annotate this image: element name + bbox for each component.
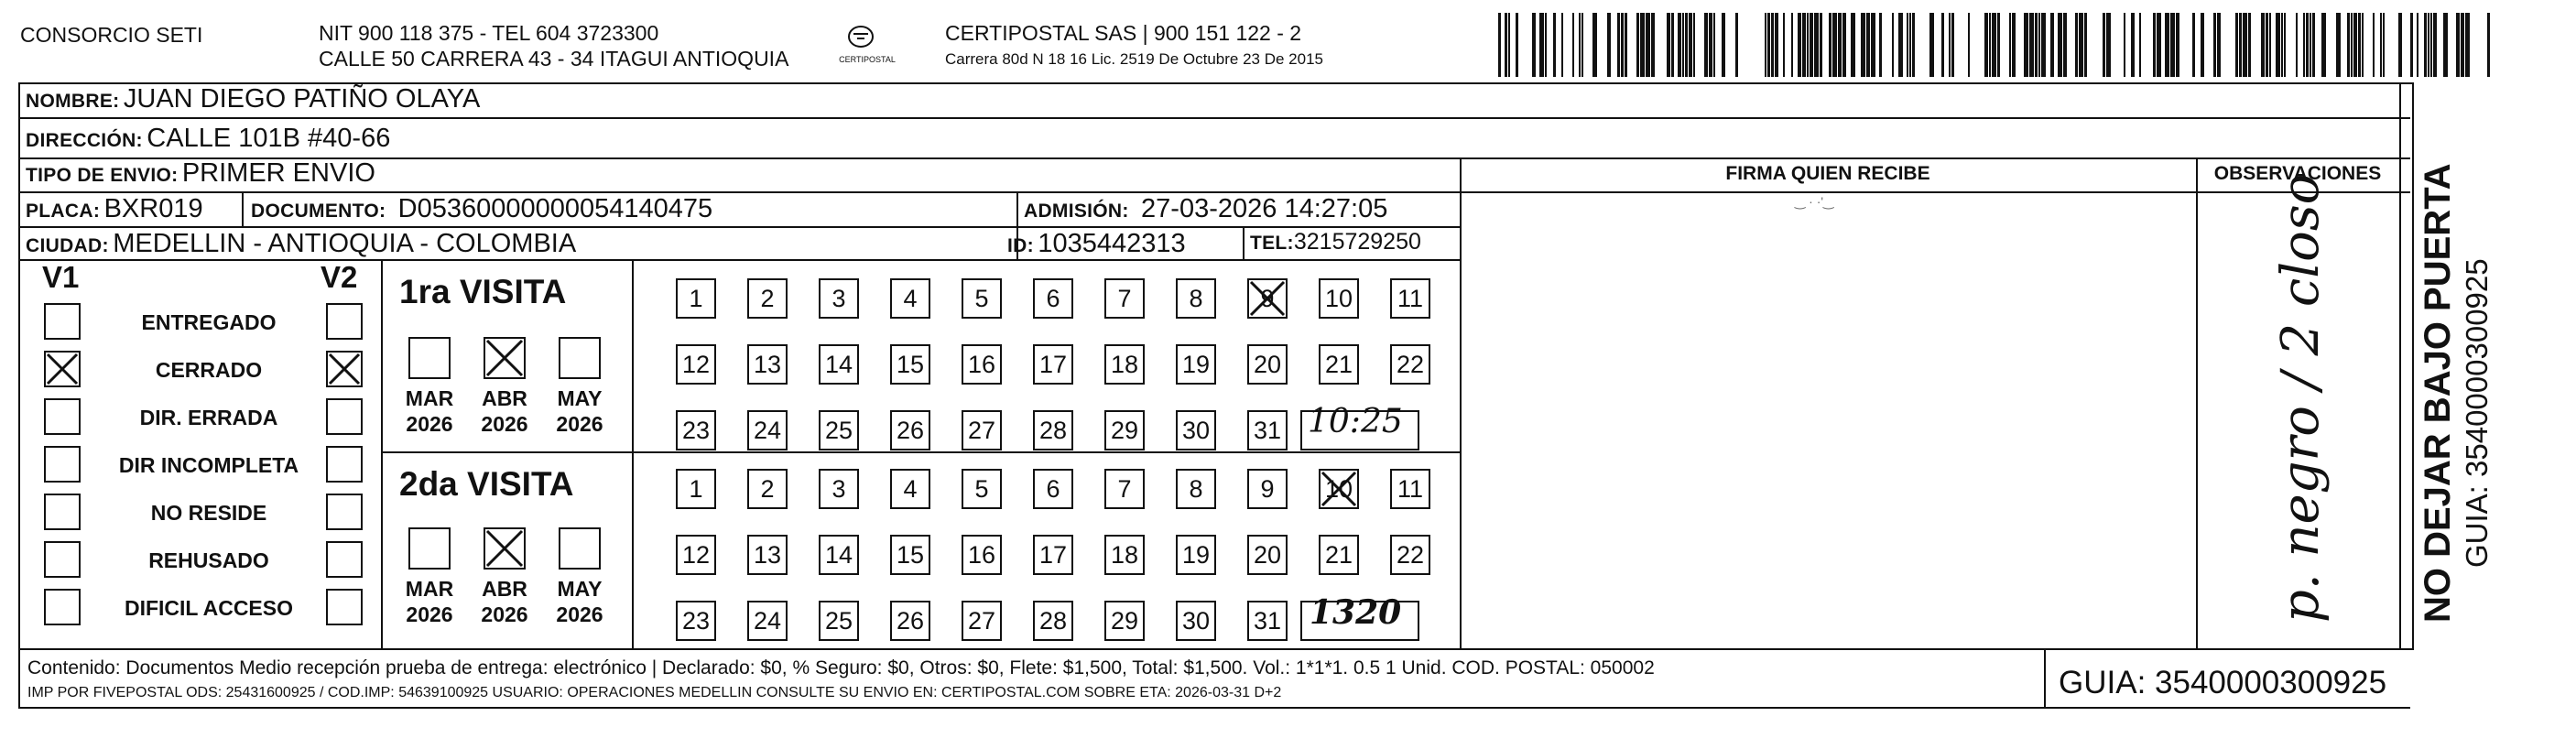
second-day-box[interactable]: 4: [890, 469, 930, 509]
handwritten-note: p. negro / 2 closo: [2271, 173, 2331, 623]
second-day-box[interactable]: 26: [890, 601, 930, 641]
first-month-box-may[interactable]: [559, 337, 601, 379]
second-year-label: 2026: [406, 602, 453, 626]
second-day-box[interactable]: 29: [1104, 601, 1145, 641]
second-day-box[interactable]: 18: [1104, 535, 1145, 575]
first-day-box[interactable]: 13: [747, 344, 788, 385]
ciudad-label: CIUDAD:: [26, 235, 109, 256]
side-guia-text: GUIA: 3540000300925: [2460, 258, 2494, 568]
first-day-box[interactable]: 20: [1247, 344, 1288, 385]
first-day-box[interactable]: 1: [676, 278, 716, 319]
first-day-box[interactable]: 18: [1104, 344, 1145, 385]
direccion-field: [26, 124, 390, 154]
second-day-box[interactable]: 5: [962, 469, 1002, 509]
barcode: [1498, 13, 2496, 77]
certipostal-logo: [835, 20, 908, 75]
first-day-box[interactable]: 25: [819, 410, 859, 450]
first-day-box[interactable]: 19: [1176, 344, 1216, 385]
v1-checkbox-5[interactable]: [44, 541, 81, 578]
first-day-box[interactable]: 10: [1319, 278, 1359, 319]
second-day-box[interactable]: 2: [747, 469, 788, 509]
placa-field: [26, 194, 203, 224]
id-label: ID:: [1007, 235, 1034, 256]
first-day-box[interactable]: 30: [1176, 410, 1216, 450]
v2-checkbox-5[interactable]: [326, 541, 363, 578]
direccion-value: CALLE 101B #40-66: [147, 124, 391, 153]
first-day-box[interactable]: 2: [747, 278, 788, 319]
second-day-box[interactable]: 25: [819, 601, 859, 641]
nit-line: NIT 900 118 375 - TEL 604 3723300: [319, 21, 659, 45]
second-day-box[interactable]: 8: [1176, 469, 1216, 509]
first-month-box-abr[interactable]: [484, 337, 526, 379]
first-day-box[interactable]: 22: [1390, 344, 1430, 385]
v1-checkbox-6[interactable]: [44, 589, 81, 625]
company-name: CONSORCIO SETI: [20, 23, 203, 47]
second-year-label: 2026: [556, 602, 603, 626]
admision-label: ADMISIÓN:: [1024, 201, 1129, 222]
id-field: [1007, 229, 1186, 259]
status-item-label: NO RESIDE: [150, 501, 267, 525]
second-day-box[interactable]: 16: [962, 535, 1002, 575]
first-day-box[interactable]: 23: [676, 410, 716, 450]
v1-checkbox-3[interactable]: [44, 446, 81, 483]
second-day-box[interactable]: 1: [676, 469, 716, 509]
second-day-box[interactable]: 28: [1033, 601, 1073, 641]
first-day-box[interactable]: 6: [1033, 278, 1073, 319]
tipo-envio-value: PRIMER ENVIO: [181, 158, 375, 188]
v1-label: V1: [42, 260, 80, 294]
tel-label: TEL:: [1250, 233, 1294, 254]
certipostal-line: CERTIPOSTAL SAS | 900 151 122 - 2: [945, 21, 1302, 45]
signature-scribble: ‿ · ·'‿: [1795, 194, 1834, 209]
status-item-label: CERRADO: [155, 358, 263, 382]
v2-label: V2: [321, 260, 358, 294]
first-day-box[interactable]: 7: [1104, 278, 1145, 319]
first-day-box[interactable]: 17: [1033, 344, 1073, 385]
first-day-box[interactable]: 3: [819, 278, 859, 319]
license-line: Carrera 80d N 18 16 Lic. 2519 De Octubre 23 De 2015: [945, 50, 1323, 68]
admision-field: [1024, 194, 1387, 224]
v2-checkbox-1[interactable]: [326, 351, 363, 387]
firma-label: FIRMA QUIEN RECIBE: [1725, 163, 1930, 184]
documento-label: DOCUMENTO:: [251, 201, 386, 222]
second-day-box[interactable]: 15: [890, 535, 930, 575]
first-month-box-mar[interactable]: [408, 337, 451, 379]
v2-checkbox-6[interactable]: [326, 589, 363, 625]
first-day-box[interactable]: 31: [1247, 410, 1288, 450]
second-day-box[interactable]: 31: [1247, 601, 1288, 641]
second-day-box[interactable]: 9: [1247, 469, 1288, 509]
v1-checkbox-2[interactable]: [44, 398, 81, 435]
first-visit-label: 1ra VISITA: [399, 273, 567, 310]
status-item-label: REHUSADO: [148, 548, 269, 572]
second-day-box[interactable]: 30: [1176, 601, 1216, 641]
second-day-box[interactable]: 3: [819, 469, 859, 509]
second-month-box-abr[interactable]: [484, 527, 526, 570]
second-visit-time: 1320: [1310, 593, 1402, 632]
tel-value: 3215729250: [1293, 229, 1421, 255]
second-day-box[interactable]: 24: [747, 601, 788, 641]
first-day-box[interactable]: 16: [962, 344, 1002, 385]
documento-value: D05360000000054140475: [397, 194, 713, 223]
first-day-box[interactable]: 4: [890, 278, 930, 319]
first-day-box[interactable]: 29: [1104, 410, 1145, 450]
placa-value: BXR019: [103, 194, 203, 223]
imp-line: IMP POR FIVEPOSTAL ODS: 25431600925 / COD.IMP: 54639100925 USUARIO: OPERACIONES MEDELLIN CONSULTE SU ENVIO EN: CERTIPOSTAL.COM SOBRE ETA: 2026-03-31 D+2: [27, 685, 1282, 700]
second-day-box[interactable]: 20: [1247, 535, 1288, 575]
observaciones-label: OBSERVACIONES: [2213, 163, 2382, 184]
second-day-box[interactable]: 12: [676, 535, 716, 575]
first-month-label: MAY: [557, 386, 603, 410]
first-day-box[interactable]: 11: [1390, 278, 1430, 319]
status-item-label: DIR INCOMPLETA: [118, 453, 299, 477]
no-dejar-text: NO DEJAR BAJO PUERTA: [2418, 163, 2458, 623]
nombre-label: NOMBRE:: [26, 91, 120, 112]
first-day-box[interactable]: 15: [890, 344, 930, 385]
first-day-box[interactable]: 5: [962, 278, 1002, 319]
nombre-value: JUAN DIEGO PATIÑO OLAYA: [123, 84, 481, 114]
second-month-box-mar[interactable]: [408, 527, 451, 570]
direccion-label: DIRECCIÓN:: [26, 130, 143, 151]
status-item-label: ENTREGADO: [141, 310, 277, 334]
first-day-box[interactable]: 24: [747, 410, 788, 450]
second-day-box[interactable]: 27: [962, 601, 1002, 641]
first-year-label: 2026: [406, 412, 453, 436]
second-day-box[interactable]: 23: [676, 601, 716, 641]
v2-checkbox-2[interactable]: [326, 398, 363, 435]
first-day-box[interactable]: 14: [819, 344, 859, 385]
second-month-label: MAY: [557, 577, 603, 601]
nombre-field: [26, 84, 480, 114]
first-day-box[interactable]: 27: [962, 410, 1002, 450]
second-month-label: MAR: [405, 577, 454, 601]
v2-checkbox-0[interactable]: [326, 303, 363, 340]
second-month-box-may[interactable]: [559, 527, 601, 570]
first-month-label: MAR: [405, 386, 454, 410]
first-year-label: 2026: [556, 412, 603, 436]
tel-field: [1250, 229, 1421, 255]
second-day-box[interactable]: 17: [1033, 535, 1073, 575]
second-day-box[interactable]: 21: [1319, 535, 1359, 575]
second-month-label: ABR: [482, 577, 527, 601]
first-day-box[interactable]: 26: [890, 410, 930, 450]
guia-box: GUIA: 3540000300925: [2059, 665, 2387, 700]
first-year-label: 2026: [481, 412, 528, 436]
tipo-envio-label: TIPO DE ENVIO:: [26, 165, 179, 186]
first-month-label: ABR: [482, 386, 527, 410]
company-address: CALLE 50 CARRERA 43 - 34 ITAGUI ANTIOQUIA: [319, 47, 789, 71]
logo-text: CERTIPOSTAL: [839, 55, 896, 64]
observaciones-handwriting: [2234, 173, 2399, 641]
status-item-label: DIR. ERRADA: [139, 406, 278, 429]
v1-checkbox-0[interactable]: [44, 303, 81, 340]
tipo-envio-field: [26, 158, 375, 189]
placa-label: PLACA:: [26, 201, 101, 222]
second-day-box[interactable]: 19: [1176, 535, 1216, 575]
second-year-label: 2026: [481, 602, 528, 626]
first-day-box[interactable]: 12: [676, 344, 716, 385]
second-day-box[interactable]: 7: [1104, 469, 1145, 509]
second-day-box[interactable]: 22: [1390, 535, 1430, 575]
v2-checkbox-3[interactable]: [326, 446, 363, 483]
id-value: 1035442313: [1038, 229, 1186, 258]
second-day-box[interactable]: 10: [1319, 469, 1359, 509]
second-visit-label: 2da VISITA: [399, 465, 574, 503]
first-day-box[interactable]: 21: [1319, 344, 1359, 385]
admision-value: 27-03-2026 14:27:05: [1141, 194, 1388, 223]
contenido-line: Contenido: Documentos Medio recepción prueba de entrega: electrónico | Declarado: $0, % Seguro: $0, Otros: $0, Flete: $1,500, Total: $1,500. Vol.: 1*1*1. 0.5 1 Unid. COD. POSTAL: 050002: [27, 657, 1655, 678]
first-day-box[interactable]: 8: [1176, 278, 1216, 319]
ciudad-field: [26, 229, 576, 259]
second-day-box[interactable]: 6: [1033, 469, 1073, 509]
v1-checkbox-4[interactable]: [44, 494, 81, 530]
v2-checkbox-4[interactable]: [326, 494, 363, 530]
status-item-label: DIFICIL ACCESO: [124, 596, 293, 620]
first-day-box[interactable]: 9: [1247, 278, 1288, 319]
second-day-box[interactable]: 13: [747, 535, 788, 575]
ciudad-value: MEDELLIN - ANTIOQUIA - COLOMBIA: [113, 229, 577, 258]
documento-field: [251, 194, 712, 224]
second-day-box[interactable]: 11: [1390, 469, 1430, 509]
second-day-box[interactable]: 14: [819, 535, 859, 575]
v1-checkbox-1[interactable]: [44, 351, 81, 387]
first-day-box[interactable]: 28: [1033, 410, 1073, 450]
first-visit-time: 10:25: [1308, 403, 1403, 440]
